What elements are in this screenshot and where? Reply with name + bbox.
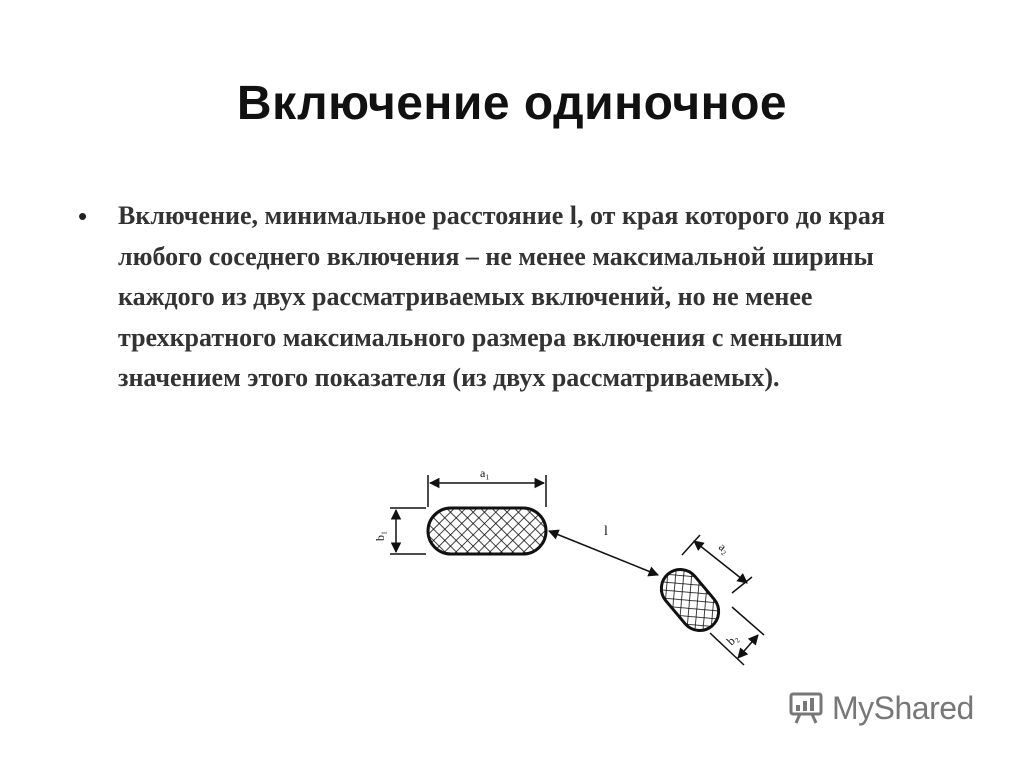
label-b1: b₁ xyxy=(373,530,387,541)
watermark-text: MyShared xyxy=(832,689,974,726)
inclusions-diagram xyxy=(360,455,780,685)
label-a1: a₁ xyxy=(480,466,490,480)
slide-title: Включение одиночное xyxy=(236,77,788,130)
presentation-board-icon xyxy=(788,690,824,726)
watermark-logo xyxy=(788,686,988,730)
label-b2: b₂ xyxy=(723,630,741,648)
label-a2: a₂ xyxy=(716,539,733,557)
bullet-dot-icon: • xyxy=(78,201,88,231)
inclusion-1 xyxy=(428,508,546,554)
label-l: l xyxy=(604,524,608,539)
inclusion-2 xyxy=(654,562,727,639)
bullet-text: Включение, минимальное расстояние l, от края которого до края любого соседнего включения – не менее максимальной ширины каждого из двух рассматриваемых включений, но не менее трехкратного максимального размера включения с меньшим значением этого показателя (из двух рассматриваемых). xyxy=(118,201,885,392)
